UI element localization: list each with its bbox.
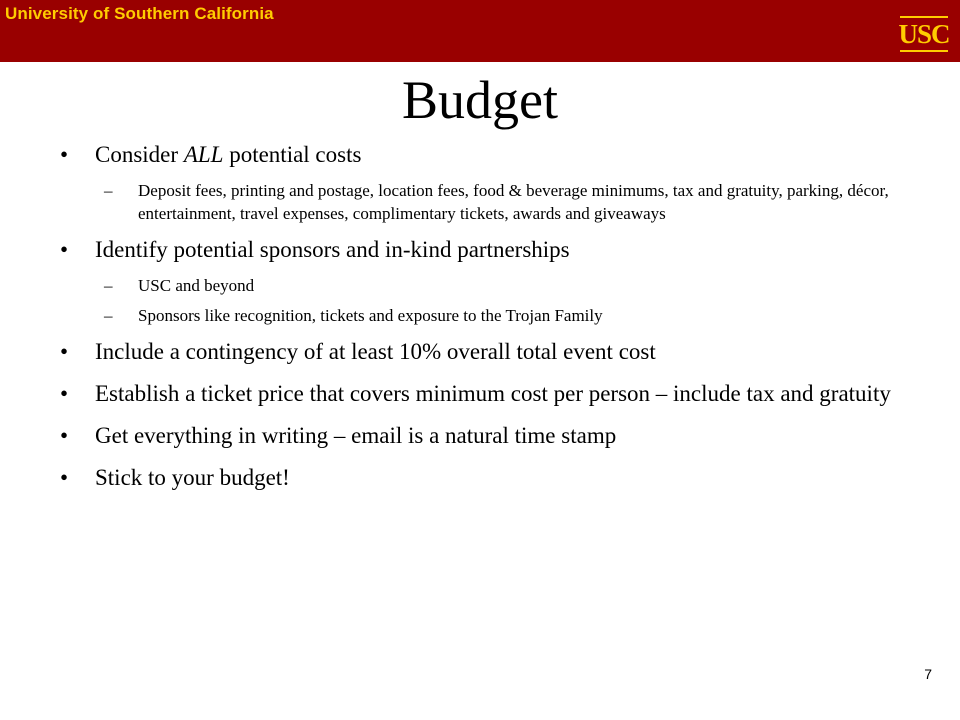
sub-bullet-mark: – <box>104 306 113 325</box>
bullet-emphasis: ALL <box>183 142 224 167</box>
university-name: University of Southern California <box>5 4 274 23</box>
sub-bullet-item <box>60 179 910 225</box>
bullet-text: Consider <box>95 142 184 167</box>
bullet-mark: • <box>60 381 69 406</box>
bullet-mark: • <box>60 465 69 490</box>
header-bar <box>0 0 960 62</box>
sub-bullet-text: Deposit fees, printing and postage, location fees, food & beverage minimums, tax and gratuity, parking, décor, entertainment, travel expenses, complimentary tickets, awards and giveaways <box>138 181 889 223</box>
bullet-text: Get everything in writing – email is a natural time stamp <box>95 423 617 448</box>
bullet-item <box>60 337 910 367</box>
bullet-mark: • <box>60 339 69 364</box>
sub-bullet-mark: – <box>104 181 113 200</box>
sub-bullet-text: USC and beyond <box>138 276 255 295</box>
bullet-item <box>60 140 910 170</box>
bullet-text: Stick to your budget! <box>95 465 290 490</box>
bullet-text: Identify potential sponsors and in-kind partnerships <box>95 237 570 262</box>
bullet-item <box>60 235 910 265</box>
logo-text: USC <box>898 19 950 49</box>
logo-rule-top <box>900 16 948 18</box>
logo-rule-bottom <box>900 50 948 52</box>
bullet-mark: • <box>60 423 69 448</box>
bullet-text: Establish a ticket price that covers minimum cost per person – include tax and gratuity <box>95 381 891 406</box>
bullet-item <box>60 379 910 409</box>
sub-bullet-text: Sponsors like recognition, tickets and exposure to the Trojan Family <box>138 306 603 325</box>
bullet-mark: • <box>60 237 69 262</box>
bullet-item <box>60 421 910 451</box>
page-number: 7 <box>924 666 932 682</box>
sub-bullet-item <box>60 274 910 297</box>
sub-bullet-item <box>60 304 910 327</box>
slide-title: Budget <box>402 70 558 130</box>
usc-logo <box>898 14 950 54</box>
bullet-item <box>60 463 910 493</box>
sub-bullet-mark: – <box>104 276 113 295</box>
bullet-list <box>60 140 910 505</box>
bullet-text: potential costs <box>223 142 362 167</box>
bullet-mark: • <box>60 142 69 167</box>
bullet-text: Include a contingency of at least 10% overall total event cost <box>95 339 656 364</box>
